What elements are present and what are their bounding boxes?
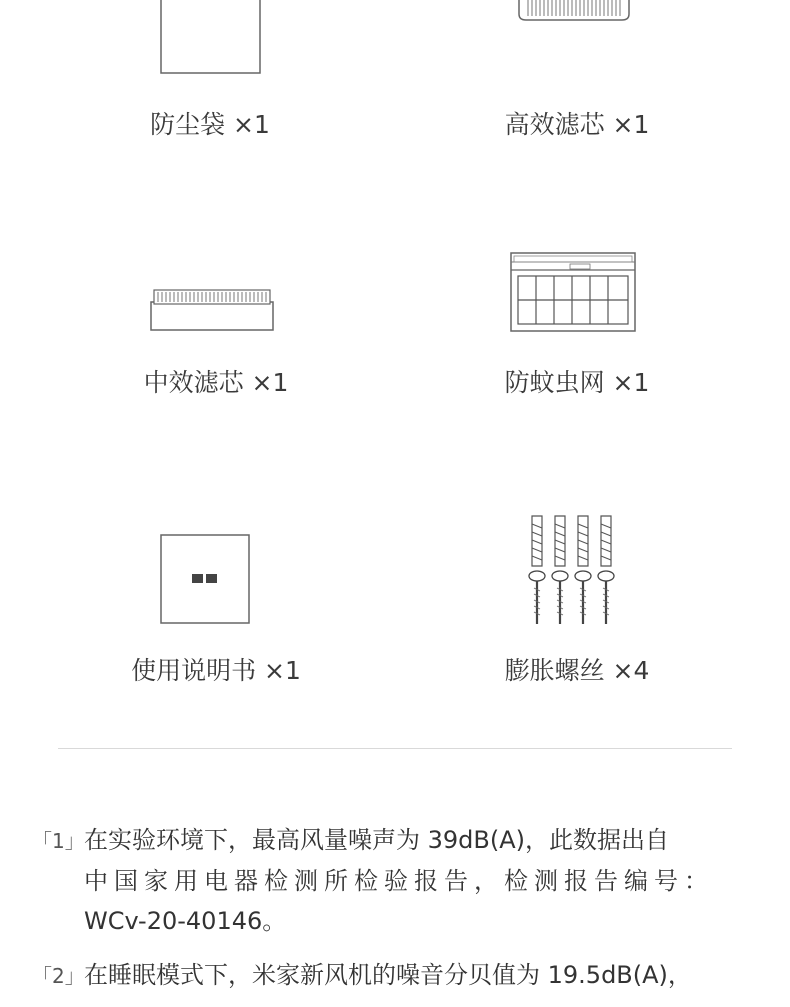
dust-bag-illustration — [160, 0, 262, 76]
insect-net-illustration — [510, 252, 636, 332]
footnote-1-line-2: 中国家用电器检测所检验报告，检测报告编号： — [84, 867, 714, 895]
footnote-1 — [32, 820, 714, 941]
footnote-1-text-1: 在实验环境下，最高风量噪声为 39dB(A)，此数据出自 — [84, 826, 670, 854]
footnote-2 — [32, 955, 692, 996]
hepa-filter-illustration — [518, 0, 630, 22]
footnote-2-line-1 — [32, 955, 692, 996]
manual-illustration — [160, 534, 250, 624]
manual-label: 使用说明书 ×1 — [131, 656, 301, 685]
medium-filter-illustration — [150, 288, 274, 332]
expansion-screws-label: 膨胀螺丝 ×4 — [504, 656, 650, 685]
expansion-screws-illustration — [524, 514, 620, 626]
section-divider — [58, 748, 732, 749]
dust-bag-label: 防尘袋 ×1 — [150, 110, 270, 139]
medium-filter-label: 中效滤芯 ×1 — [143, 368, 289, 397]
insect-net-label: 防蚊虫网 ×1 — [504, 368, 650, 397]
footnote-1-line-3: WCv-20-40146。 — [84, 907, 287, 935]
footnote-2-number: 「2」 — [32, 964, 85, 988]
footnote-1-line-1 — [32, 820, 714, 861]
footnote-1-number: 「1」 — [32, 829, 85, 853]
footnote-2-text-1: 在睡眠模式下，米家新风机的噪音分贝值为 19.5dB(A)， — [84, 961, 692, 989]
hepa-filter-label: 高效滤芯 ×1 — [504, 110, 650, 139]
